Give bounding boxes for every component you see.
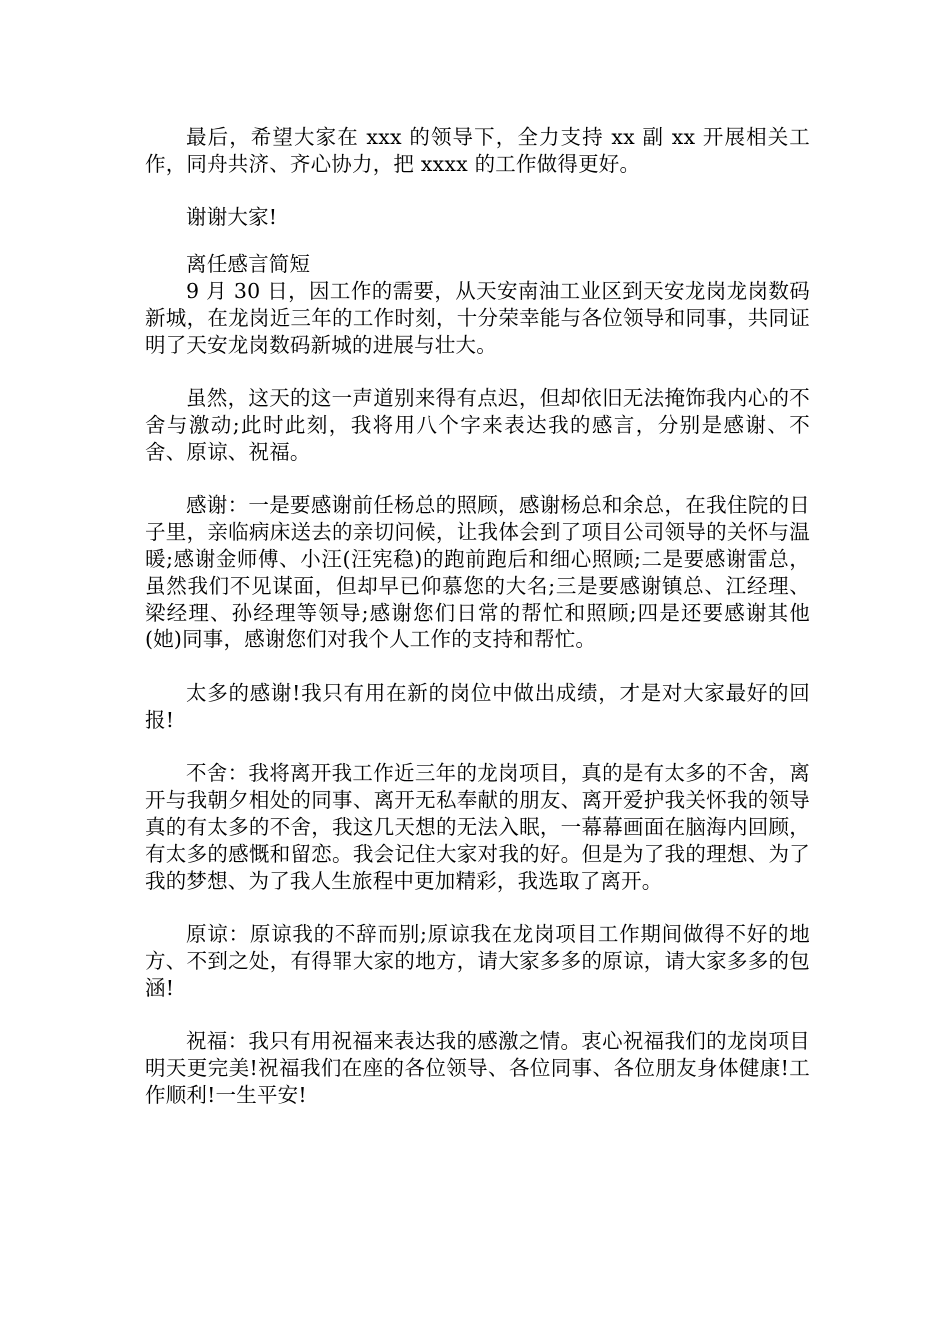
apology-paragraph: 原谅：原谅我的不辞而别;原谅我在龙岗项目工作期间做得不好的地方、不到之处，有得罪大家的地方，请大家多多的原谅，请大家多多的包涵! (145, 922, 810, 1000)
closing-paragraph: 最后，希望大家在 xxx 的领导下，全力支持 xx 副 xx 开展相关工作，同舟共济、齐心协力，把 xxxx 的工作做得更好。 (145, 125, 810, 176)
gratitude-summary-paragraph: 太多的感谢!我只有用在新的岗位中做出成绩，才是对大家最好的回报! (145, 680, 810, 732)
reluctance-paragraph: 不舍：我将离开我工作近三年的龙岗项目，真的是有太多的不舍，离开与我朝夕相处的同事、离开无私奉献的朋友、离开爱护我关怀我的领导真的有太多的不舍，我这几天想的无法入眠，一幕幕画面在脑海内回顾，有太多的感慨和留恋。我会记住大家对我的好。但是为了我的理想、为了我的梦想、为了我人生旅程中更加精彩，我选取了离开。 (145, 761, 810, 893)
farewell-paragraph: 虽然，这天的这一声道别来得有点迟，但却依旧无法掩饰我内心的不舍与激动;此时此刻，我将用八个字来表达我的感言，分别是感谢、不舍、原谅、祝福。 (145, 386, 810, 464)
section-heading: 离任感言简短 (186, 252, 311, 277)
thanks-line: 谢谢大家! (186, 205, 278, 230)
intro-paragraph: 9 月 30 日，因工作的需要，从天安南油工业区到天安龙岗龙岗数码新城，在龙岗近三年的工作时刻，十分荣幸能与各位领导和同事，共同证明了天安龙岗数码新城的进展与壮大。 (145, 278, 810, 357)
blessing-paragraph: 祝福：我只有用祝福来表达我的感激之情。衷心祝福我们的龙岗项目明天更完美!祝福我们在座的各位领导、各位同事、各位朋友身体健康!工作顺利!一生平安! (145, 1029, 810, 1107)
document-body (145, 124, 810, 1109)
gratitude-paragraph: 感谢：一是要感谢前任杨总的照顾，感谢杨总和余总，在我住院的日子里，亲临病床送去的亲切问候，让我体会到了项目公司领导的关怀与温暖;感谢金师傅、小汪(汪宪稳)的跑前跑后和细心照顾;二是要感谢雷总，虽然我们不见谋面，但却早已仰慕您的大名;三是要感谢镇总、江经理、梁经理、孙经理等领导;感谢您们日常的帮忙和照顾;四是还要感谢其他(她)同事，感谢您们对我个人工作的支持和帮忙。 (145, 493, 810, 652)
